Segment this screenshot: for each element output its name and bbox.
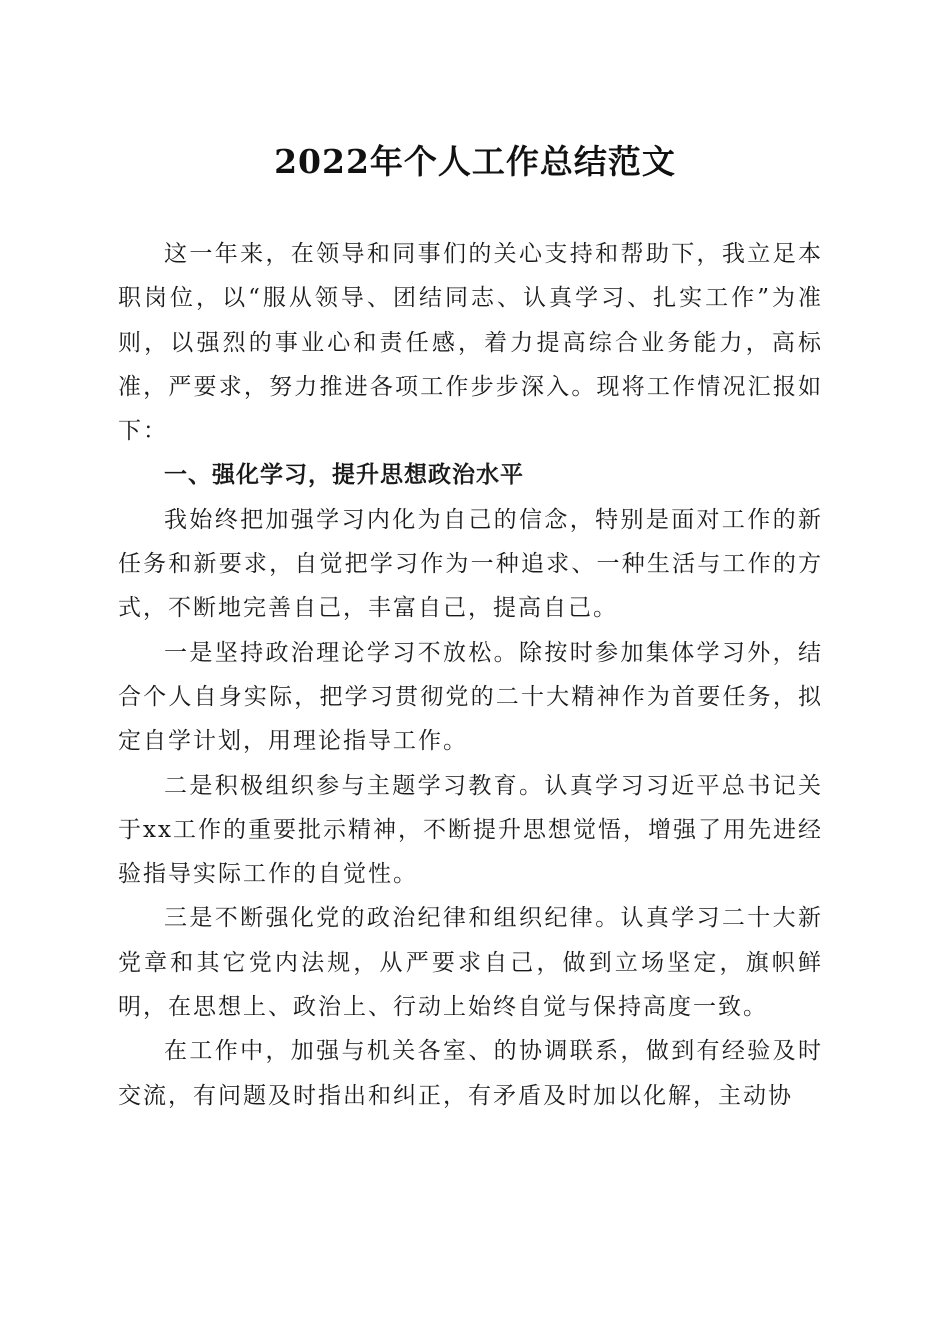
body-paragraph: 我始终把加强学习内化为自己的信念，特别是面对工作的新任务和新要求，自觉把学习作为一种追求、一种生活与工作的方式，不断地完善自己，丰富自己，提高自己。 [118,506,823,622]
section-heading-1: 一、强化学习，提升思想政治水平 [164,462,524,489]
document-body [118,232,823,1118]
intro-paragraph: 这一年来，在领导和同事们的关心支持和帮助下，我立足本职岗位，以“服从领导、团结同志、认真学习、扎实工作”为准则，以强烈的事业心和责任感，着力提高综合业务能力，高标准，严要求，努力推进各项工作步步深入。现将工作情况汇报如下： [118,241,823,445]
body-paragraph: 在工作中，加强与机关各室、的协调联系，做到有经验及时交流，有问题及时指出和纠正，有矛盾及时加以化解，主动协 [118,1038,823,1109]
body-paragraph: 二是积极组织参与主题学习教育。认真学习习近平总书记关于xx工作的重要批示精神，不断提升思想觉悟，增强了用先进经验指导实际工作的自觉性。 [118,772,823,888]
body-paragraph: 一是坚持政治理论学习不放松。除按时参加集体学习外，结合个人自身实际，把学习贯彻党的二十大精神作为首要任务，拟定自学计划，用理论指导工作。 [118,639,823,755]
body-paragraph: 三是不断强化党的政治纪律和组织纪律。认真学习二十大新党章和其它党内法规，从严要求自己，做到立场坚定，旗帜鲜明，在思想上、政治上、行动上始终自觉与保持高度一致。 [118,905,823,1021]
document-title: 2022年个人工作总结范文 [274,142,676,181]
